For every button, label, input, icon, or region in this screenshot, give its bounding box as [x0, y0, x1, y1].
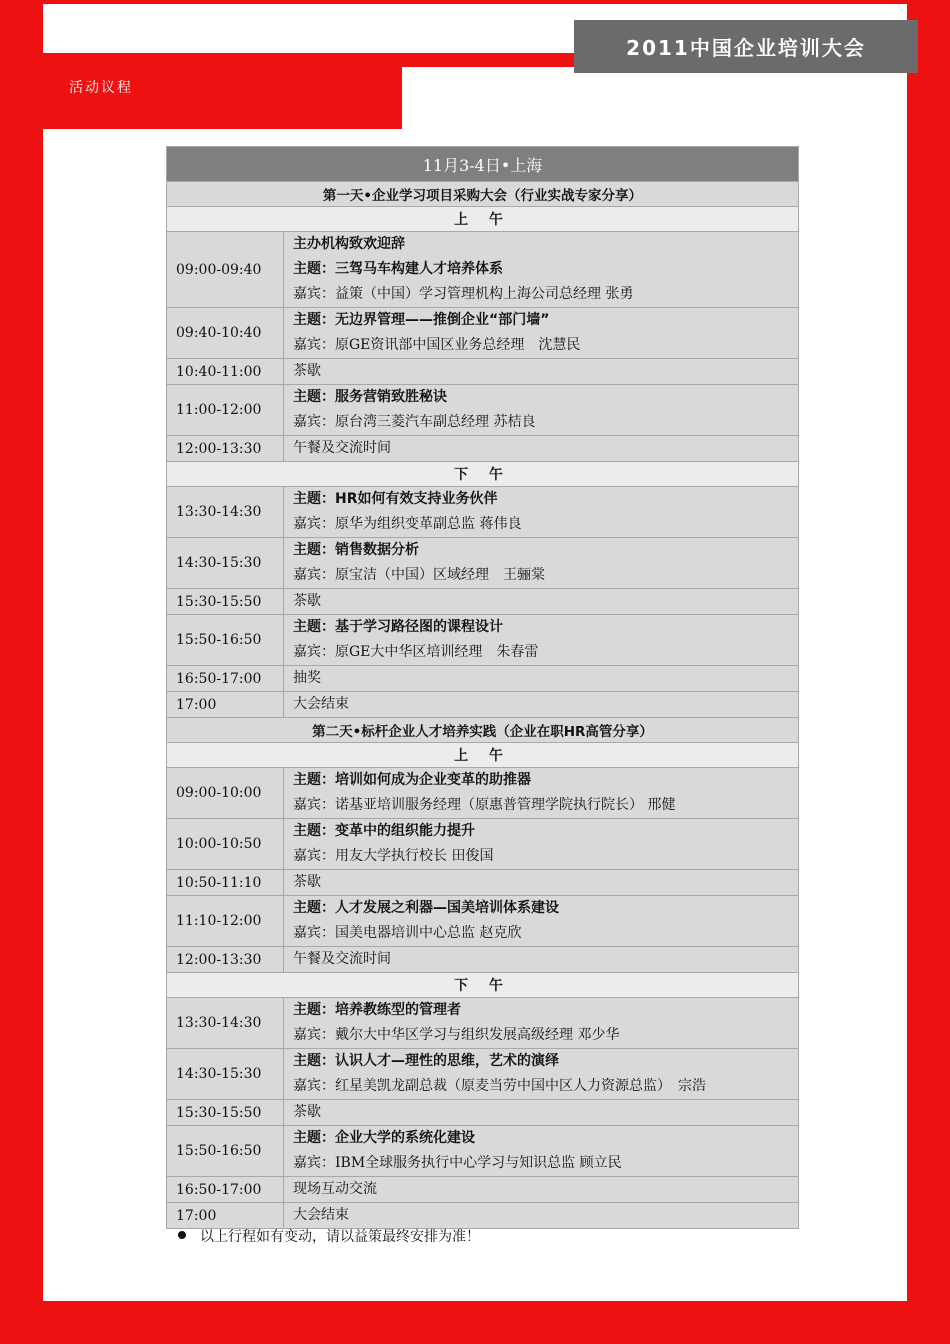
session-time: 15:30-15:50 [167, 589, 284, 615]
session-content [284, 1177, 799, 1203]
day1-afternoon-heading [167, 462, 799, 487]
session-topic: 主题：培训如何成为企业变革的助推器 [293, 772, 531, 788]
session-content [284, 615, 799, 666]
session-detail: 午餐及交流时间 [293, 951, 391, 967]
session-topic: 主题：无边界管理——推倒企业“部门墙” [293, 312, 550, 328]
right-frame [907, 0, 950, 1344]
agenda-row [167, 232, 799, 308]
agenda-row [167, 538, 799, 589]
banner-title: 2011中国企业培训大会 [626, 36, 866, 60]
agenda-row [167, 870, 799, 896]
session-time: 15:50-16:50 [167, 615, 284, 666]
session-time: 11:00-12:00 [167, 385, 284, 436]
session-detail: 嘉宾：红星美凯龙副总裁（原麦当劳中国中区人力资源总监） 宗浩 [293, 1078, 706, 1094]
session-time: 12:00-13:30 [167, 436, 284, 462]
session-content [284, 896, 799, 947]
session-detail: 茶歇 [293, 1104, 321, 1120]
session-content [284, 768, 799, 819]
session-time: 11:10-12:00 [167, 896, 284, 947]
agenda-row [167, 819, 799, 870]
footer-note-text: 以上行程如有变动，请以益策最终安排为准！ [200, 1229, 480, 1245]
session-content [284, 589, 799, 615]
session-content [284, 870, 799, 896]
day1-morning-heading [167, 207, 799, 232]
session-time: 13:30-14:30 [167, 487, 284, 538]
session-detail: 嘉宾：戴尔大中华区学习与组织发展高级经理 邓少华 [293, 1027, 620, 1043]
section-tab [43, 67, 402, 129]
session-detail: 嘉宾：IBM全球服务执行中心学习与知识总监 顾立民 [293, 1155, 622, 1171]
session-time: 13:30-14:30 [167, 998, 284, 1049]
session-content [284, 819, 799, 870]
bullet-icon [178, 1231, 186, 1239]
session-content [284, 692, 799, 718]
day2-morning-heading-text: 上 午 [167, 743, 799, 768]
session-topic: 主题：销售数据分析 [293, 542, 419, 558]
session-content [284, 436, 799, 462]
conference-banner [574, 20, 918, 73]
session-topic: 主题：基于学习路径图的课程设计 [293, 619, 503, 635]
session-time: 14:30-15:30 [167, 538, 284, 589]
session-time: 09:40-10:40 [167, 308, 284, 359]
session-topic: 主题：企业大学的系统化建设 [293, 1130, 475, 1146]
session-content [284, 385, 799, 436]
agenda-row [167, 359, 799, 385]
session-content [284, 1126, 799, 1177]
day2-afternoon-heading-text: 下 午 [167, 973, 799, 998]
session-topic: 主题：HR如何有效支持业务伙伴 [293, 491, 498, 507]
session-content [284, 998, 799, 1049]
agenda-row [167, 666, 799, 692]
session-detail: 嘉宾：原宝洁（中国）区域经理 王骊棠 [293, 567, 545, 583]
session-time: 15:50-16:50 [167, 1126, 284, 1177]
session-topic: 主题：人才发展之利器—国美培训体系建设 [293, 900, 559, 916]
session-detail: 嘉宾：原台湾三菱汽车副总经理 苏桔良 [293, 414, 536, 430]
session-detail: 午餐及交流时间 [293, 440, 391, 456]
session-time: 09:00-09:40 [167, 232, 284, 308]
day2-afternoon-heading [167, 973, 799, 998]
day1-heading-text: 第一天•企业学习项目采购大会（行业实战专家分享） [167, 182, 799, 207]
session-content [284, 232, 799, 308]
session-detail: 嘉宾：国美电器培训中心总监 赵克欣 [293, 925, 522, 941]
agenda-row [167, 436, 799, 462]
day1-heading [167, 182, 799, 207]
date-heading: 11月3-4日•上海 [167, 147, 799, 182]
agenda-row [167, 1203, 799, 1229]
session-detail: 茶歇 [293, 363, 321, 379]
agenda-row [167, 1100, 799, 1126]
session-time: 16:50-17:00 [167, 1177, 284, 1203]
agenda-table [166, 146, 799, 1229]
session-topic: 主题：三驾马车构建人才培养体系 [293, 261, 503, 277]
session-detail: 茶歇 [293, 874, 321, 890]
session-time: 09:00-10:00 [167, 768, 284, 819]
session-content [284, 359, 799, 385]
session-time: 10:40-11:00 [167, 359, 284, 385]
session-detail: 大会结束 [293, 696, 349, 712]
session-time: 14:30-15:30 [167, 1049, 284, 1100]
agenda-row [167, 385, 799, 436]
session-detail: 嘉宾：益策（中国）学习管理机构上海公司总经理 张勇 [293, 286, 634, 302]
agenda-row [167, 615, 799, 666]
footer-note [178, 1226, 480, 1246]
session-topic: 主题：变革中的组织能力提升 [293, 823, 475, 839]
agenda-row [167, 1049, 799, 1100]
session-detail: 嘉宾：原GE资讯部中国区业务总经理 沈慧民 [293, 337, 581, 353]
session-content [284, 666, 799, 692]
day1-afternoon-heading-text: 下 午 [167, 462, 799, 487]
day1-morning-heading-text: 上 午 [167, 207, 799, 232]
session-time: 12:00-13:30 [167, 947, 284, 973]
session-detail: 嘉宾：原GE大中华区培训经理 朱春雷 [293, 644, 539, 660]
bottom-frame [0, 1301, 950, 1344]
agenda-row [167, 692, 799, 718]
session-topic: 主题：认识人才—理性的思维，艺术的演绎 [293, 1053, 559, 1069]
session-time: 16:50-17:00 [167, 666, 284, 692]
session-content [284, 1203, 799, 1229]
agenda-row [167, 1126, 799, 1177]
session-content [284, 1100, 799, 1126]
session-topic: 主办机构致欢迎辞 [293, 236, 405, 252]
session-time: 17:00 [167, 692, 284, 718]
agenda-row [167, 947, 799, 973]
session-detail: 嘉宾：用友大学执行校长 田俊国 [293, 848, 494, 864]
agenda-row [167, 487, 799, 538]
session-detail: 茶歇 [293, 593, 321, 609]
agenda-row [167, 589, 799, 615]
agenda-row [167, 308, 799, 359]
session-content [284, 947, 799, 973]
session-topic: 主题：服务营销致胜秘诀 [293, 389, 447, 405]
agenda-row [167, 1177, 799, 1203]
day2-morning-heading [167, 743, 799, 768]
session-topic: 主题：培养教练型的管理者 [293, 1002, 461, 1018]
session-content [284, 308, 799, 359]
session-content [284, 538, 799, 589]
day2-heading-text: 第二天•标杆企业人才培养实践（企业在职HR高管分享） [167, 718, 799, 743]
session-detail: 嘉宾：诺基亚培训服务经理（原惠普管理学院执行院长） 邢健 [293, 797, 676, 813]
day2-heading [167, 718, 799, 743]
agenda-row [167, 998, 799, 1049]
session-detail: 大会结束 [293, 1207, 349, 1223]
agenda-row [167, 768, 799, 819]
session-time: 10:00-10:50 [167, 819, 284, 870]
session-time: 15:30-15:50 [167, 1100, 284, 1126]
session-detail: 嘉宾：原华为组织变革副总监 蒋伟良 [293, 516, 522, 532]
left-frame [0, 0, 43, 1344]
session-content [284, 1049, 799, 1100]
agenda-row [167, 896, 799, 947]
session-time: 17:00 [167, 1203, 284, 1229]
session-detail: 抽奖 [293, 670, 321, 686]
section-label: 活动议程 [69, 80, 133, 96]
session-content [284, 487, 799, 538]
session-time: 10:50-11:10 [167, 870, 284, 896]
date-row [167, 147, 799, 182]
session-detail: 现场互动交流 [293, 1181, 377, 1197]
